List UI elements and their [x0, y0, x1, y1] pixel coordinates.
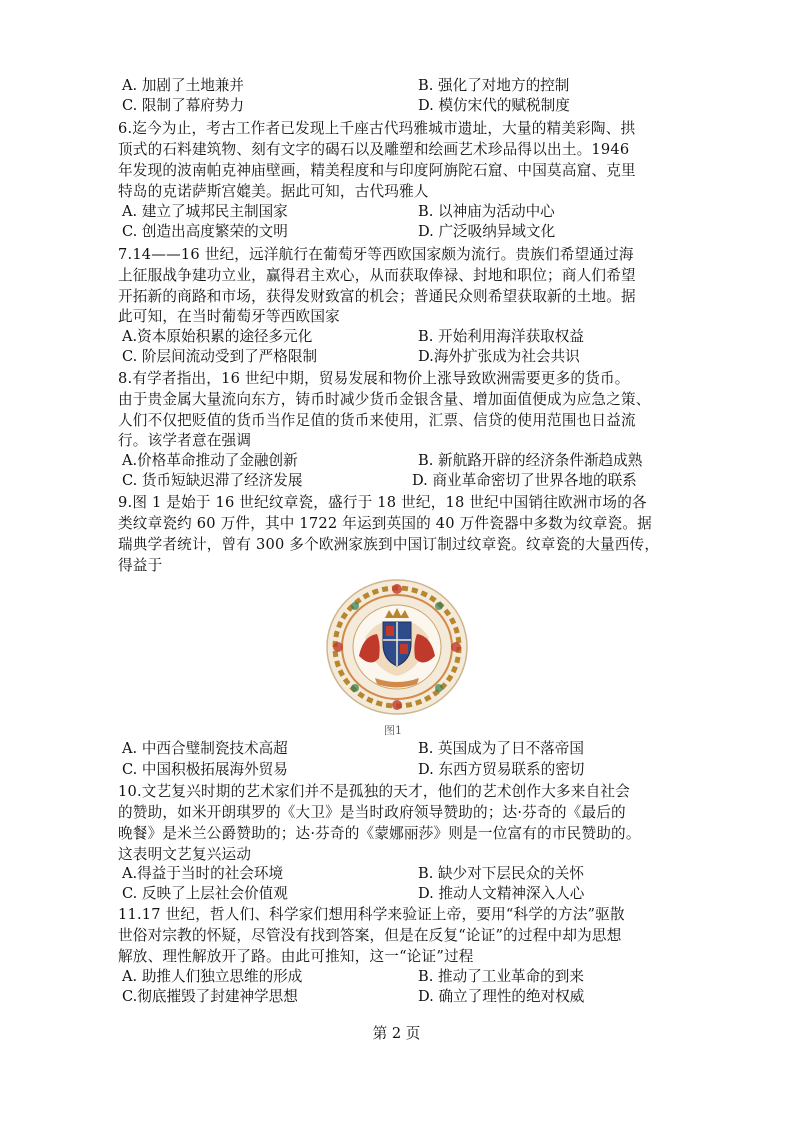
q8-option-c[interactable]: C. 货币短缺迟滞了经济发展 — [122, 472, 303, 489]
q8-option-b[interactable]: B. 新航路开辟的经济条件渐趋成熟 — [418, 452, 643, 469]
q7-stem-line: 此可知，在当时葡萄牙等西欧国家 — [118, 308, 340, 325]
q8-option-d[interactable]: D. 商业革命密切了世界各地的联系 — [412, 472, 637, 489]
q9-option-a[interactable]: A. 中西合璧制瓷技术高超 — [122, 740, 288, 757]
q5-option-a[interactable]: A. 加剧了土地兼并 — [122, 77, 244, 94]
q6-stem-line: 年发现的波南帕克神庙壁画，精美程度和与印度阿旃陀石窟、中国莫高窟、克里 — [118, 162, 636, 179]
q9-stem-line: 得益于 — [118, 557, 163, 574]
q11-option-b[interactable]: B. 推动了工业革命的到来 — [418, 968, 584, 985]
q6-option-c[interactable]: C. 创造出高度繁荣的文明 — [122, 223, 288, 240]
q8-stem-line: 由于贵金属大量流向东方，铸币时减少货币金银含量、增加面值便成为应急之策、 — [118, 391, 651, 408]
q11-stem-line: 11.17 世纪，哲人们、科学家们想用科学来验证上帝，要用“科学的方法”驱散 — [118, 906, 625, 923]
q6-stem-line: 特岛的克诺萨斯宫媲美。据此可知，古代玛雅人 — [118, 183, 429, 200]
q7-stem-line: 上征服战争建功立业，赢得君主欢心，从而获取俸禄、封地和职位；商人们希望 — [118, 267, 636, 284]
q11-stem-line: 解放、理性解放开了路。由此可推知，这一“论证”过程 — [118, 948, 474, 965]
q11-stem-line: 世俗对宗教的怀疑，尽管没有找到答案，但是在反复“论证”的过程中却为思想 — [118, 927, 622, 944]
q10-stem-line: 的赞助，如米开朗琪罗的《大卫》是当时政府领导赞助的；达·芬奇的《最后的 — [118, 804, 626, 821]
page-number: 第 2 页 — [372, 1025, 421, 1042]
q6-stem-line: 6.迄今为止，考古工作者已发现上千座古代玛雅城市遗址，大量的精美彩陶、拱 — [118, 120, 636, 137]
q10-stem-line: 晚餐》是米兰公爵赞助的；达·芬奇的《蒙娜丽莎》则是一位富有的市民赞助的。 — [118, 825, 641, 842]
q9-stem-line: 9.图 1 是始于 16 世纪纹章瓷，盛行于 18 世纪，18 世纪中国销往欧洲市场的各 — [118, 494, 647, 511]
q5-option-b[interactable]: B. 强化了对地方的控制 — [418, 77, 570, 94]
q9-stem-line: 类纹章瓷约 60 万件，其中 1722 年运到英国的 40 万件瓷器中多数为纹章瓷。据 — [118, 515, 652, 532]
q9-option-c[interactable]: C. 中国积极拓展海外贸易 — [122, 761, 288, 778]
q6-stem-line: 顶式的石料建筑物、刻有文字的碣石以及雕塑和绘画艺术珍品得以出土。1946 — [118, 141, 630, 158]
q10-option-a[interactable]: A.得益于当时的社会环境 — [122, 865, 284, 882]
q10-option-b[interactable]: B. 缺少对下层民众的关怀 — [418, 865, 584, 882]
q10-stem-line: 这表明文艺复兴运动 — [118, 846, 252, 863]
q11-option-a[interactable]: A. 助推人们独立思维的形成 — [122, 968, 303, 985]
q7-option-c[interactable]: C. 阶层间流动受到了严格限制 — [122, 348, 318, 365]
armorial-plate-figure — [325, 578, 469, 716]
q9-stem-line: 瑞典学者统计，曾有 300 多个欧洲家族到中国订制过纹章瓷。纹章瓷的大量西传， — [118, 536, 660, 553]
q6-option-b[interactable]: B. 以神庙为活动中心 — [418, 203, 555, 220]
q8-stem-line: 行。该学者意在强调 — [118, 432, 252, 449]
q7-option-a[interactable]: A.资本原始积累的途径多元化 — [122, 328, 313, 345]
q8-stem-line: 人们不仅把贬值的货币当作足值的货币来使用，汇票、信贷的使用范围也日益流 — [118, 412, 636, 429]
q5-option-c[interactable]: C. 限制了幕府势力 — [122, 97, 245, 114]
q10-stem-line: 10.文艺复兴时期的艺术家们并不是孤独的天才，他们的艺术创作大多来自社会 — [118, 783, 631, 800]
q11-option-c[interactable]: C.彻底摧毁了封建神学思想 — [122, 988, 298, 1005]
q6-option-a[interactable]: A. 建立了城邦民主制国家 — [122, 203, 288, 220]
q7-stem-line: 开拓新的商路和市场，获得发财致富的机会；普通民众则希望获取新的土地。据 — [118, 288, 636, 305]
figure-caption: 图1 — [384, 724, 402, 737]
q8-stem-line: 8.有学者指出，16 世纪中期，贸易发展和物价上涨导致欧洲需要更多的货币。 — [118, 370, 630, 387]
q10-option-c[interactable]: C. 反映了上层社会价值观 — [122, 885, 288, 902]
q7-option-b[interactable]: B. 开始利用海洋获取权益 — [418, 328, 584, 345]
q7-stem-line: 7.14——16 世纪，远洋航行在葡萄牙等西欧国家颇为流行。贵族们希望通过海 — [118, 246, 634, 263]
q5-option-d[interactable]: D. 模仿宋代的赋税制度 — [418, 97, 570, 114]
q9-option-d[interactable]: D. 东西方贸易联系的密切 — [418, 761, 585, 778]
q10-option-d[interactable]: D. 推动人文精神深入人心 — [418, 885, 585, 902]
q7-option-d[interactable]: D.海外扩张成为社会共识 — [418, 348, 580, 365]
q6-option-d[interactable]: D. 广泛吸纳异域文化 — [418, 223, 556, 240]
q11-option-d[interactable]: D. 确立了理性的绝对权威 — [418, 988, 585, 1005]
q8-option-a[interactable]: A.价格革命推动了金融创新 — [122, 452, 298, 469]
q9-option-b[interactable]: B. 英国成为了日不落帝国 — [418, 740, 584, 757]
